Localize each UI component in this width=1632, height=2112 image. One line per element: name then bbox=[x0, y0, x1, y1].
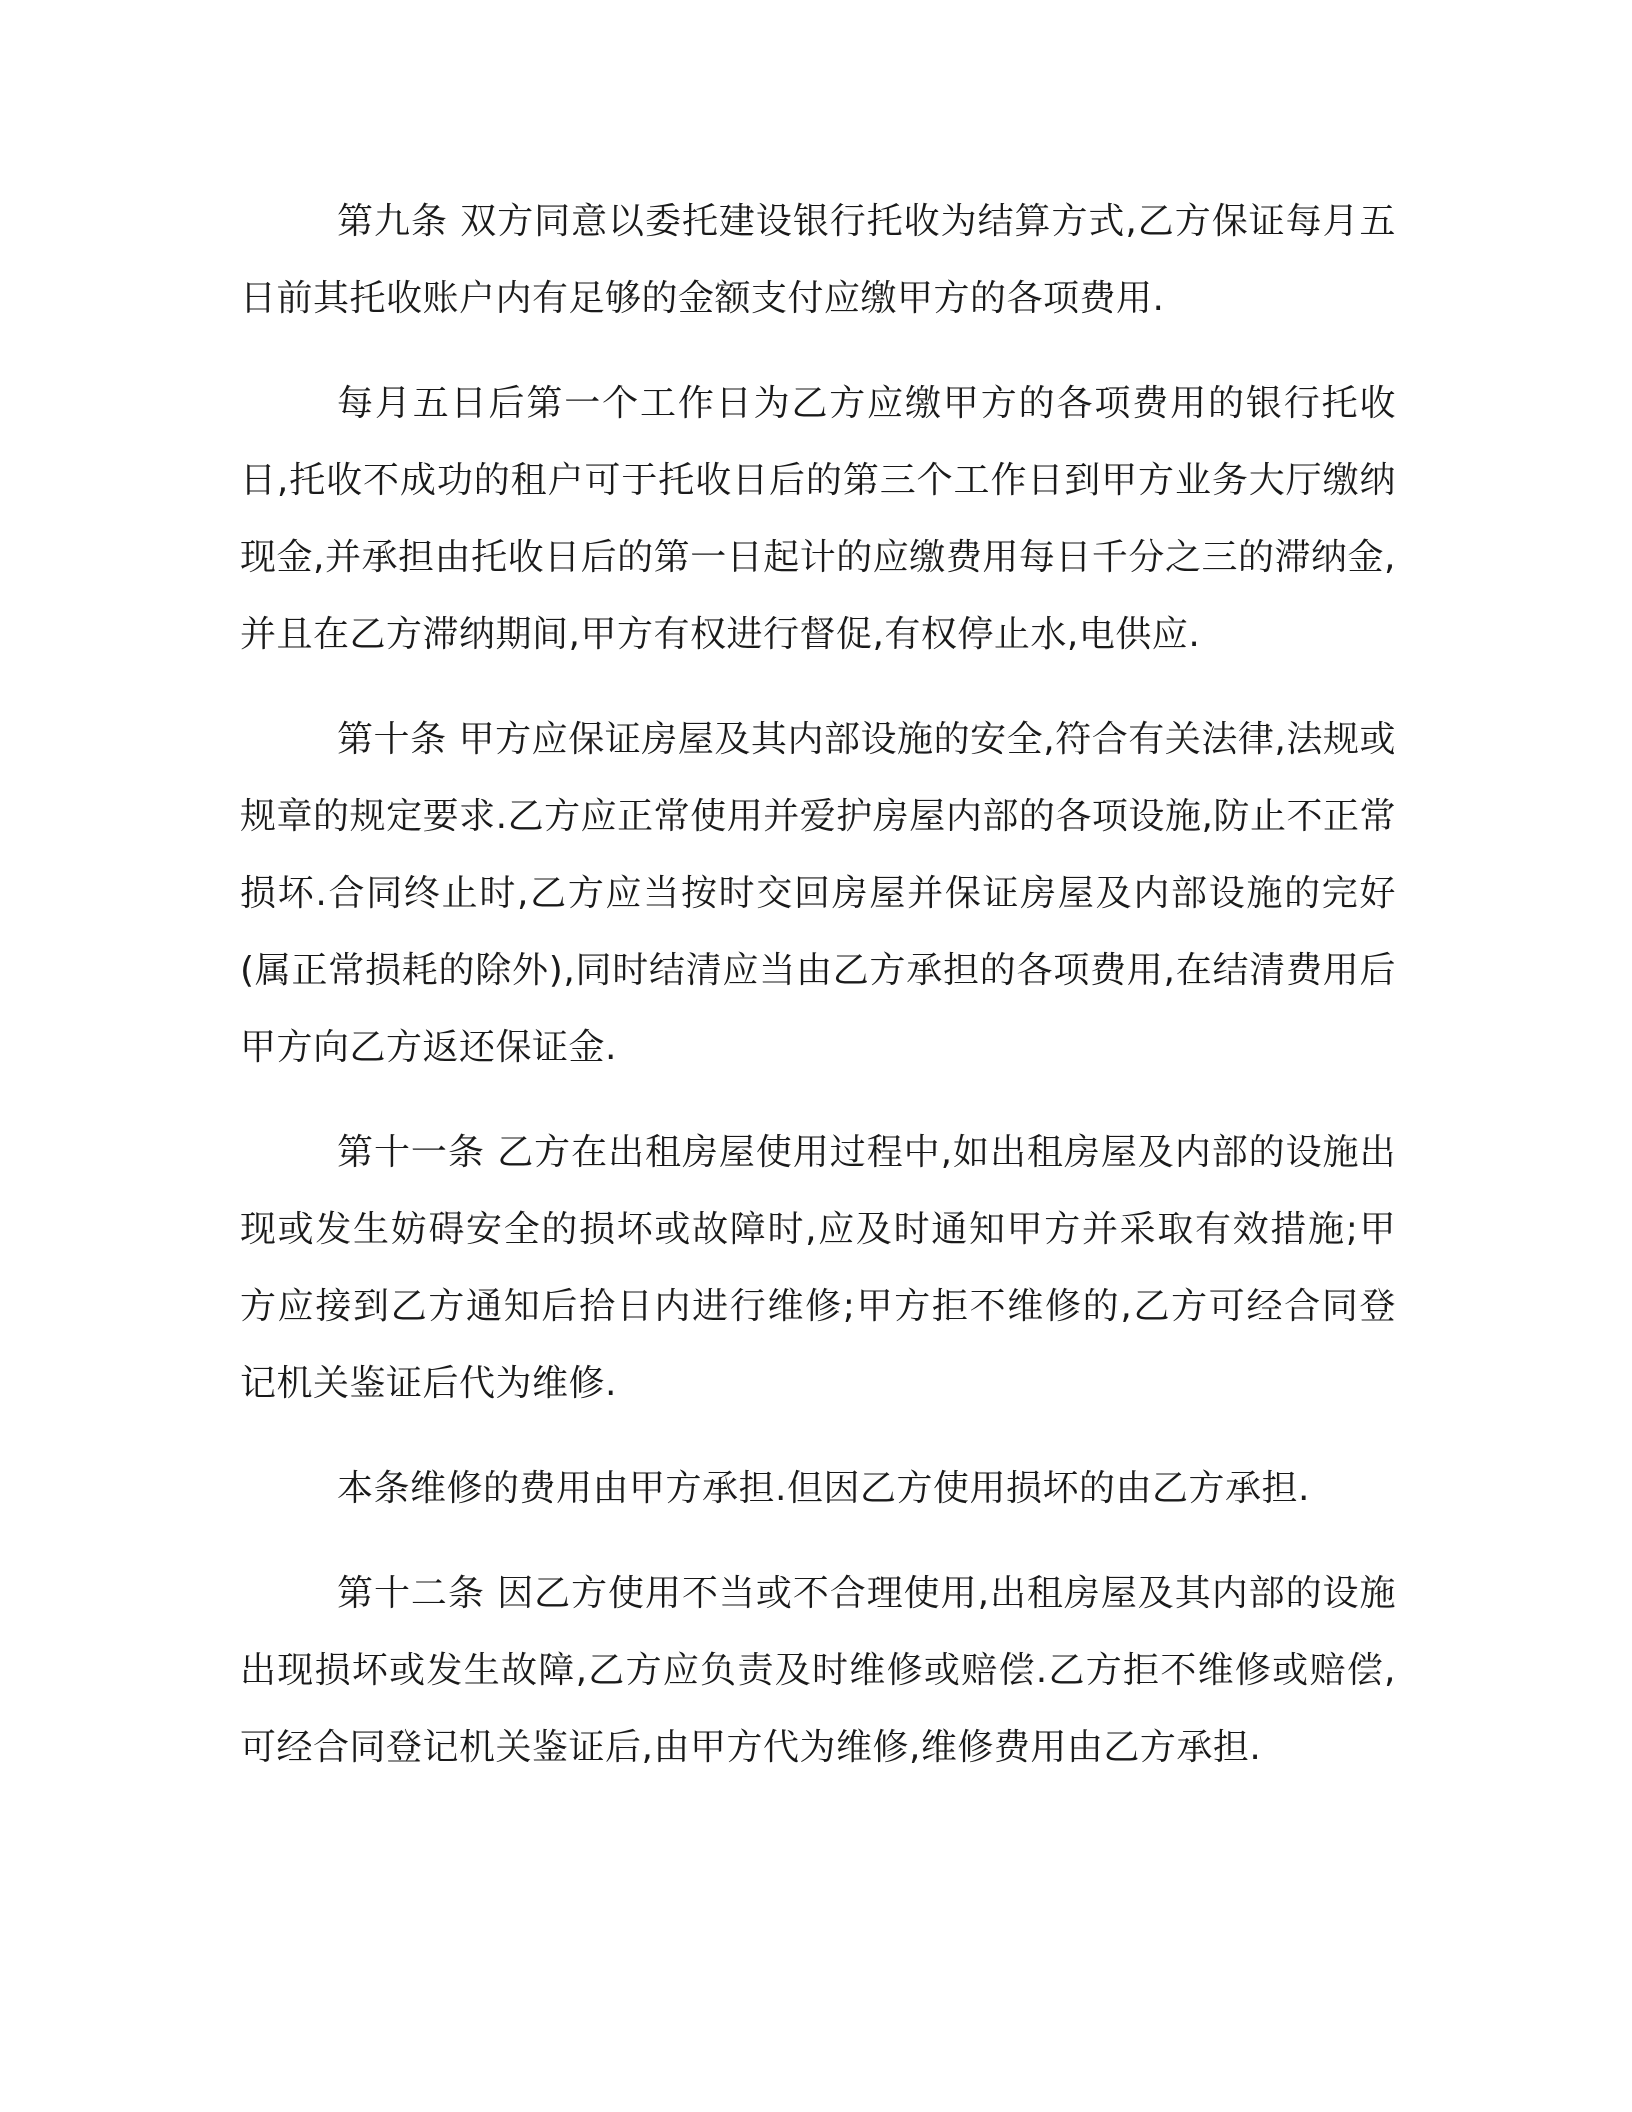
paragraph-article-9: 第九条 双方同意以委托建设银行托收为结算方式,乙方保证每月五日前其托收账户内有足够的金额支付应缴甲方的各项费用. bbox=[240, 201, 1396, 319]
document-body bbox=[240, 183, 1396, 1786]
paragraph-article-12: 第十二条 因乙方使用不当或不合理使用,出租房屋及其内部的设施出现损坏或发生故障,乙方应负责及时维修或赔偿.乙方拒不维修或赔偿,可经合同登记机关鉴证后,由甲方代为维修,维修费用由乙方承担. bbox=[240, 1573, 1396, 1768]
paragraph-article-10: 第十条 甲方应保证房屋及其内部设施的安全,符合有关法律,法规或规章的规定要求.乙方应正常使用并爱护房屋内部的各项设施,防止不正常损坏.合同终止时,乙方应当按时交回房屋并保证房屋及内部设施的完好(属正常损耗的除外),同时结清应当由乙方承担的各项费用,在结清费用后甲方向乙方返还保证金. bbox=[240, 719, 1396, 1068]
paragraph-collection-terms: 每月五日后第一个工作日为乙方应缴甲方的各项费用的银行托收日,托收不成功的租户可于托收日后的第三个工作日到甲方业务大厅缴纳现金,并承担由托收日后的第一日起计的应缴费用每日千分之三的滞纳金,并且在乙方滞纳期间,甲方有权进行督促,有权停止水,电供应. bbox=[240, 383, 1396, 655]
paragraph-repair-cost: 本条维修的费用由甲方承担.但因乙方使用损坏的由乙方承担. bbox=[337, 1468, 1310, 1509]
paragraph-article-11: 第十一条 乙方在出租房屋使用过程中,如出租房屋及内部的设施出现或发生妨碍安全的损坏或故障时,应及时通知甲方并采取有效措施;甲方应接到乙方通知后拾日内进行维修;甲方拒不维修的,乙方可经合同登记机关鉴证后代为维修. bbox=[240, 1132, 1396, 1404]
